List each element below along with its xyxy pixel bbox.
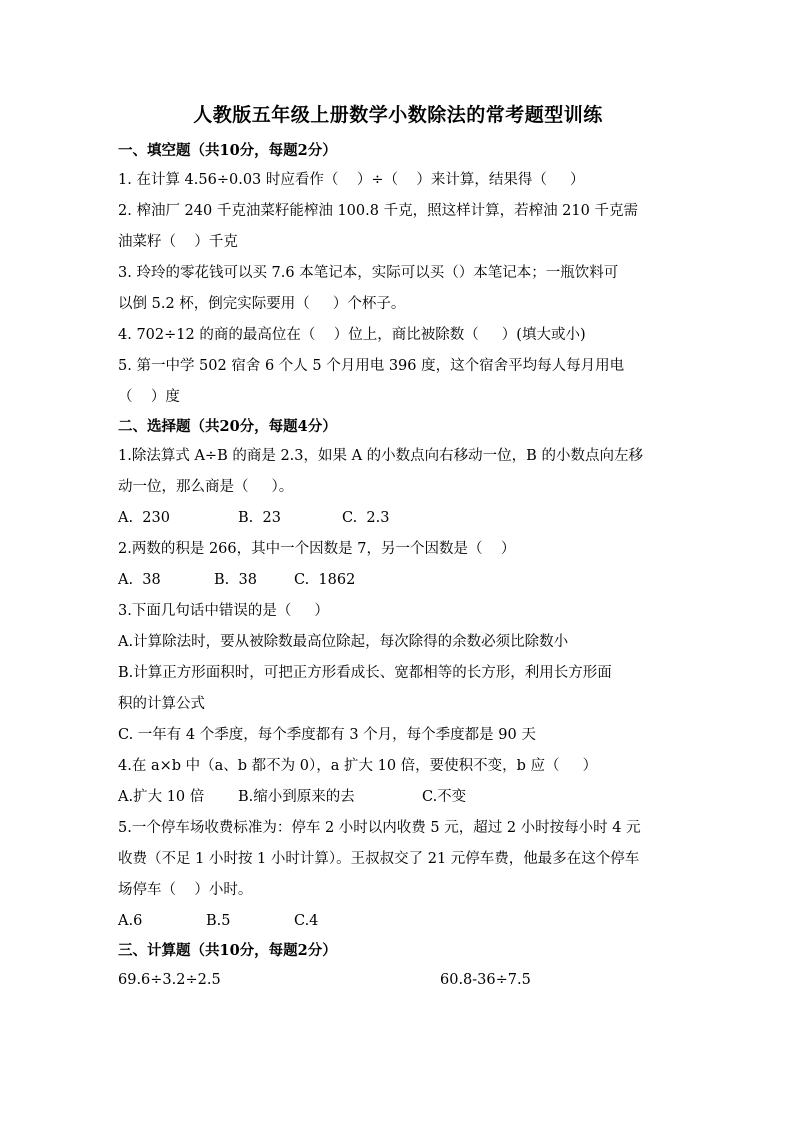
question-line: 积的计算公式 [118, 696, 205, 712]
question-line: 4.在 a×b 中（a、b 都不为 0），a 扩大 10 倍，要使积不变，b 应（ ） [118, 758, 598, 774]
question-line: （ ）度 [118, 389, 180, 405]
page-title: 人教版五年级上册数学小数除法的常考题型训练 [193, 104, 603, 126]
question-line: 1.除法算式 A÷B 的商是 2.3，如果 A 的小数点向右移动一位，B 的小数点向左移 [118, 448, 643, 464]
option: C.不变 [422, 789, 467, 805]
options-row [118, 906, 678, 937]
option: B. 38 [214, 572, 257, 588]
calculation-row [118, 965, 678, 996]
options-row [118, 503, 678, 534]
question-line: 4. 702÷12 的商的最高位在（ ）位上，商比被除数（ ）(填大或小) [118, 327, 586, 343]
option: B. 23 [238, 510, 281, 526]
question-line: 3. 玲玲的零花钱可以买 7.6 本笔记本，实际可以买（）本笔记本；一瓶饮料可 [118, 265, 619, 281]
option: A.6 [118, 913, 143, 929]
question-line: C. 一年有 4 个季度，每个季度都有 3 个月，每个季度都是 90 天 [118, 727, 536, 743]
option: C.4 [294, 913, 319, 929]
question-line: A.计算除法时，要从被除数最高位除起，每次除得的余数必须比除数小 [118, 634, 569, 650]
expression: 60.8-36÷7.5 [440, 972, 531, 988]
question-line: 动一位，那么商是（ ）。 [118, 479, 294, 495]
question-line: 以倒 5.2 杯，倒完实际要用（ ）个杯子。 [118, 296, 406, 312]
options-row [118, 565, 678, 596]
section-heading-fill-in: 一、填空题（共10分，每题2分） [118, 142, 337, 159]
option: A.扩大 10 倍 [118, 789, 205, 805]
question-line: 场停车（ ）小时。 [118, 882, 253, 898]
option: C. 1862 [294, 572, 356, 588]
option: B.5 [206, 913, 231, 929]
document-page [118, 100, 678, 996]
question-line: 2. 榨油厂 240 千克油菜籽能榨油 100.8 千克，照这样计算，若榨油 210 千克需 [118, 203, 638, 219]
question-line: 5. 第一中学 502 宿舍 6 个人 5 个月用电 396 度，这个宿舍平均每人每月用电 [118, 358, 625, 374]
question-line: 2.两数的积是 266，其中一个因数是 7，另一个因数是（ ） [118, 541, 516, 557]
option: C. 2.3 [342, 510, 390, 526]
expression: 69.6÷3.2÷2.5 [118, 972, 221, 988]
option: A. 38 [118, 572, 161, 588]
question-line: 油菜籽（ ）千克 [118, 234, 238, 250]
option: B.缩小到原来的去 [238, 789, 355, 805]
option: A. 230 [118, 510, 170, 526]
question-line: B.计算正方形面积时，可把正方形看成长、宽都相等的长方形，利用长方形面 [118, 665, 612, 681]
question-line: 5.一个停车场收费标准为：停车 2 小时以内收费 5 元，超过 2 小时按每小时 4 元 [118, 820, 641, 836]
question-line: 3.下面几句话中错误的是（ ） [118, 603, 329, 619]
question-line: 收费（不足 1 小时按 1 小时计算）。王叔叔交了 21 元停车费，他最多在这个停车 [118, 851, 640, 867]
section-heading-calculation: 三、计算题（共10分，每题2分） [118, 942, 337, 959]
question-line: 1. 在计算 4.56÷0.03 时应看作（ ）÷（ ）来计算，结果得（ ） [118, 172, 585, 188]
section-heading-choice: 二、选择题（共20分，每题4分） [118, 418, 337, 435]
options-row [118, 782, 678, 813]
